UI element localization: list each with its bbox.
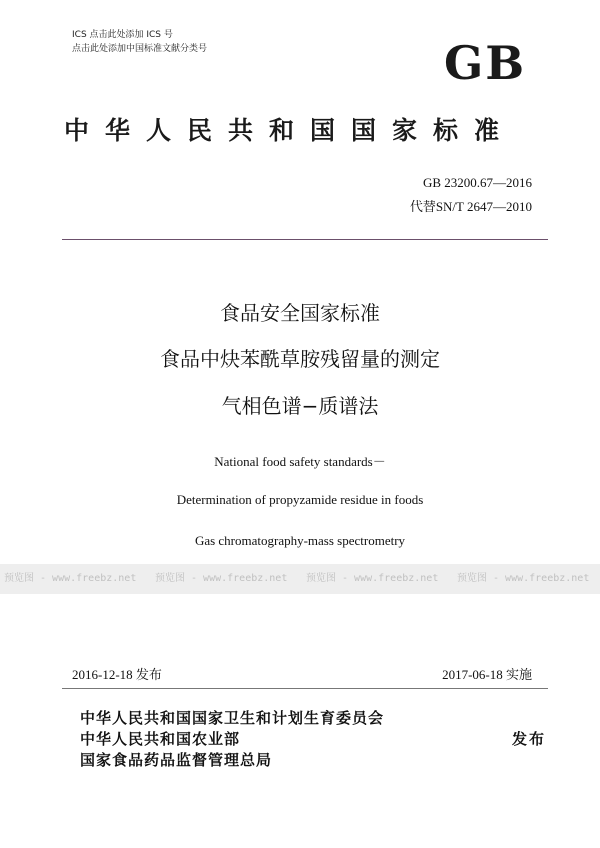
preview-watermark-band — [0, 564, 600, 594]
implement-date: 2017-06-18 实施 — [442, 667, 532, 682]
title-en-line-2: Determination of propyzamide residue in foods — [176, 492, 424, 507]
gb-logo: GB — [444, 36, 527, 90]
issue-date: 2016-12-18 发布 — [72, 667, 162, 682]
title-cn-line-3: 气相色谱−质谱法 — [221, 394, 379, 418]
title-en-line-1: National food safety standards－ — [214, 454, 386, 469]
replaces-standard: 代替SN/T 2647—2010 — [409, 199, 532, 214]
issuer-2: 中华人民共和国农业部 — [80, 730, 241, 748]
date-divider — [62, 688, 548, 689]
ics-placeholder[interactable]: ICS 点击此处添加 ICS 号 — [72, 30, 173, 40]
header-divider — [62, 239, 548, 240]
issuer-3: 国家食品药品监督管理总局 — [80, 751, 273, 769]
title-cn-line-2: 食品中炔苯酰草胺残留量的测定 — [160, 347, 440, 371]
publish-label: 发布 — [512, 730, 547, 748]
ics-classification — [72, 28, 207, 56]
watermark-text: 预览图 - www.freebz.net — [457, 573, 590, 584]
standard-number: GB 23200.67—2016 — [422, 175, 532, 190]
watermark-text: 预览图 - www.freebz.net — [4, 573, 137, 584]
country-title: 中华人民共和国国家标准 — [64, 116, 516, 145]
issuing-authorities — [80, 708, 384, 771]
title-en-line-3: Gas chromatography-mass spectrometry — [194, 533, 406, 548]
watermark-text: 预览图 - www.freebz.net — [155, 573, 288, 584]
ccs-placeholder[interactable]: 点击此处添加中国标准文献分类号 — [72, 44, 208, 54]
watermark-text: 预览图 - www.freebz.net — [306, 573, 439, 584]
standard-number-block — [410, 171, 532, 219]
issuer-1: 中华人民共和国国家卫生和计划生育委员会 — [80, 709, 385, 727]
title-cn-line-1: 食品安全国家标准 — [220, 301, 380, 325]
